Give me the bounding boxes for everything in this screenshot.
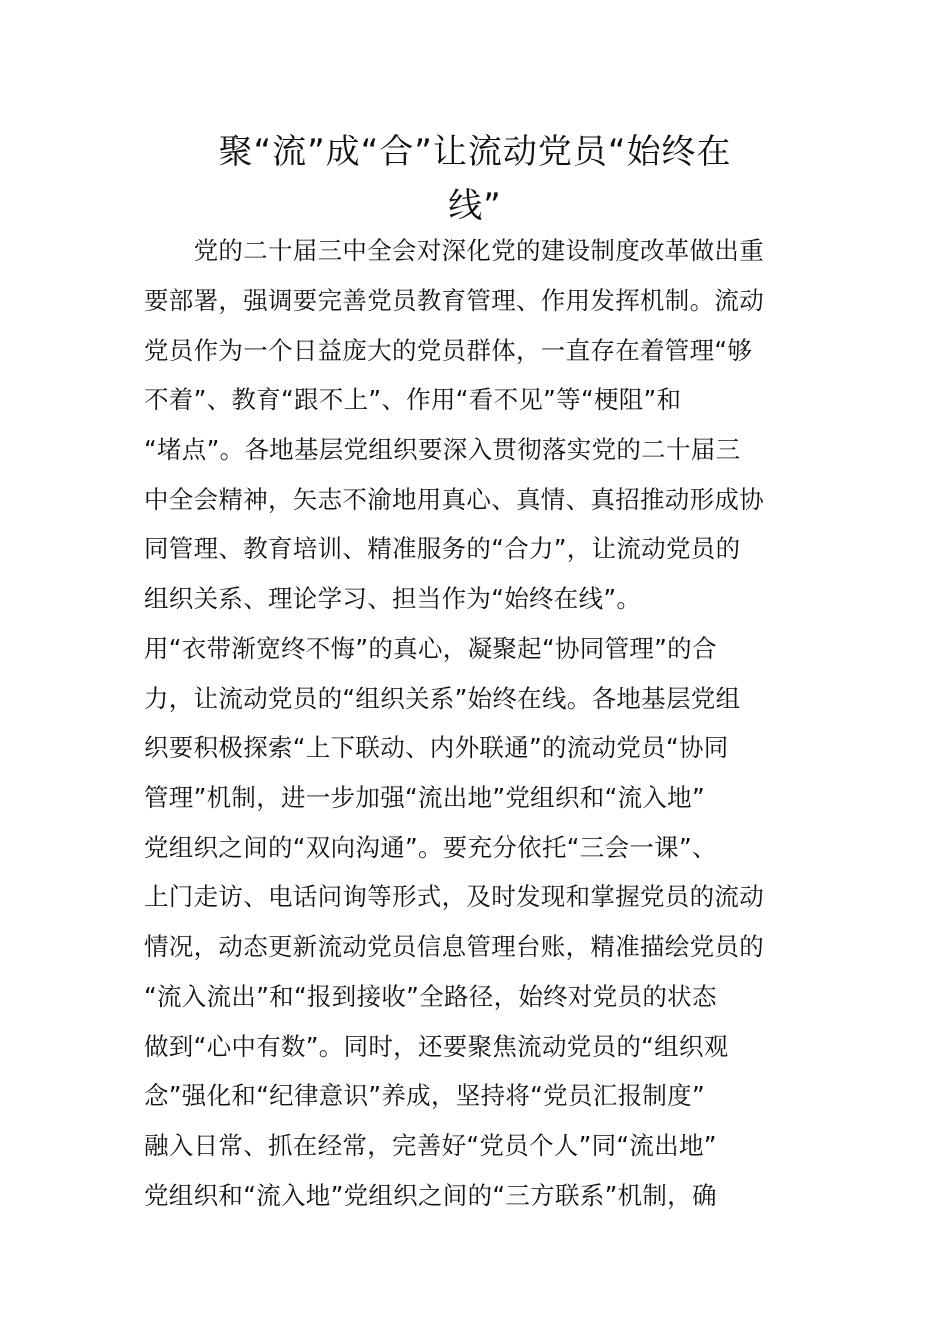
- body-line: 党组织之间的“双向沟通”。要充分依托“三会一课”、: [144, 833, 717, 862]
- body-line: 情况，动态更新流动党员信息管理台账，精准描绘党员的: [144, 932, 764, 961]
- body-line: 组织关系、理论学习、担当作为“始终在线”。: [144, 584, 642, 613]
- body-line: 党组织和“流入地”党组织之间的“三方联系”机制，确: [144, 1181, 717, 1210]
- body-line: 中全会精神，矢志不渝地用真心、真情、真招推动形成协: [144, 485, 764, 514]
- body-line: 不着”、教育“跟不上”、作用“看不见”等“梗阻”和: [144, 385, 682, 414]
- body-line: 同管理、教育培训、精准服务的“合力”，让流动党员的: [144, 534, 741, 563]
- body-line: “流入流出”和“报到接收”全路径，始终对党员的状态: [144, 982, 717, 1011]
- body-line: 党员作为一个日益庞大的党员群体，一直存在着管理“够: [144, 336, 753, 365]
- title-line-2: 线”: [448, 186, 502, 226]
- body-line: 党的二十届三中全会对深化党的建设制度改革做出重: [144, 236, 764, 265]
- body-line: 做到“心中有数”。同时，还要聚焦流动党员的“组织观: [144, 1032, 729, 1061]
- body-line: 要部署，强调要完善党员教育管理、作用发挥机制。流动: [144, 286, 764, 315]
- body-line: 念”强化和“纪律意识”养成，坚持将“党员汇报制度”: [144, 1081, 705, 1110]
- body-line: 上门走访、电话问询等形式，及时发现和掌握党员的流动: [144, 882, 764, 911]
- body-line: 融入日常、抓在经常，完善好“党员个人”同“流出地”: [144, 1131, 717, 1160]
- body-line: 织要积极探索“上下联动、内外联通”的流动党员“协同: [144, 733, 729, 762]
- title-line-1: 聚“流”成“合”让流动党员“始终在: [218, 132, 732, 172]
- body-line: 用“衣带渐宽终不悔”的真心，凝聚起“协同管理”的合: [144, 634, 717, 663]
- document-title: [150, 125, 800, 233]
- body-line: 力，让流动党员的“组织关系”始终在线。各地基层党组: [144, 684, 741, 713]
- body-line: 管理”机制，进一步加强“流出地”党组织和“流入地”: [144, 783, 705, 812]
- body-line: “堵点”。各地基层党组织要深入贯彻落实党的二十届三: [144, 435, 741, 464]
